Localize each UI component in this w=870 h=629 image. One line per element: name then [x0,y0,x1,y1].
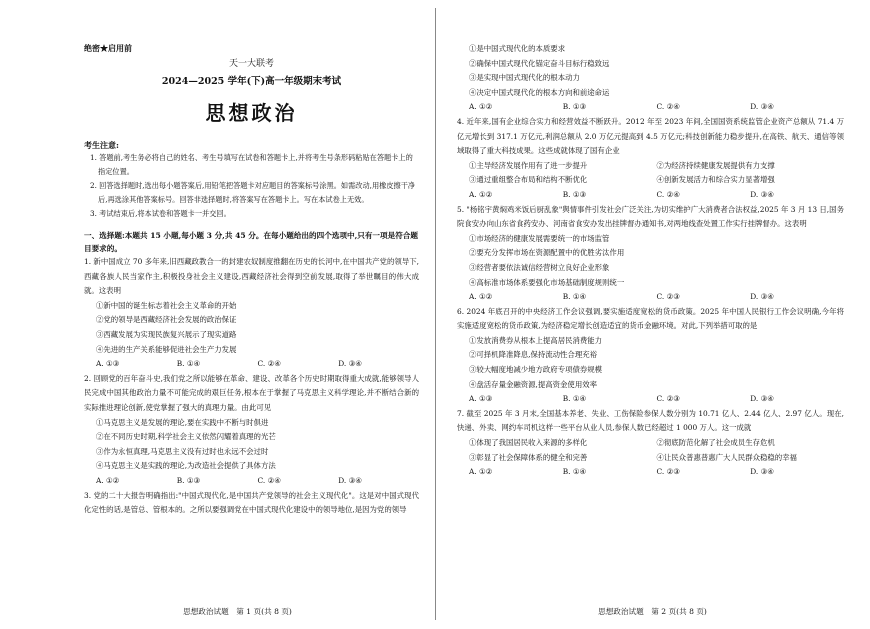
question-2-option: ④马克思主义是实践的理论,为改造社会提供了具体方法 [96,461,276,471]
exam-term: 2024—2025 学年(下)高一年级期末考试 [161,76,342,87]
choice-c: C. ②③ [656,467,680,477]
question-4-option: ③通过重组整合布局和结构不断优化 [469,175,588,185]
choice-a: A. ①② [469,189,493,199]
question-3-choices [457,100,844,115]
question-7-option: ③彰显了社会保障体系的健全和完善 [469,452,588,462]
question-1-option: ④先进的生产关系能够促进社会生产力发展 [96,344,237,354]
question-4-choices [457,188,844,203]
question-6-option: ②可择机降准降息,保持流动性合理充裕 [469,350,597,360]
choice-a: A. ①② [469,292,493,302]
question-1-option: ③西藏发展为实现民族复兴展示了现实道路 [96,329,237,339]
choice-b: B. ①④ [562,394,587,404]
page-2 [435,0,870,629]
choice-c: C. ②③ [656,394,680,404]
question-7-option: ④让民众普惠普惠广大人民群众稳稳的幸福 [656,452,797,462]
choice-c: C. ②④ [257,475,281,485]
choice-d: D. ③④ [750,102,774,112]
choice-b: B. ①③ [562,189,587,199]
question-4-option: ①主导经济发展作用有了进一步提升 [469,160,588,170]
choice-d: D. ③④ [338,359,362,369]
question-2-choices [84,474,419,489]
question-3-option: ③是实现中国式现代化的根本动力 [469,73,580,83]
choice-b: B. ①④ [176,359,201,369]
question-3-option: ②确保中国式现代化锚定奋斗目标行稳致远 [469,58,610,68]
question-6-stem: 6. 2024 年底召开的中央经济工作会议强调,要实施适度宽松的货币政策。2025 年中国人民银行工作会议明确,今年将实施适度宽松的货币政策,为经济稳定增长创造适宜的货币金融环境。对此,下列举措可取的是 [457,306,844,331]
question-5-option: ③经营者要依法诚信经营树立良好企业形象 [469,262,610,272]
note-item: 3. 考试结束后,将本试卷和答题卡一并交回。 [90,209,231,218]
question-5-stem: 5. "杨铭宇黄焖鸡米饭后厨乱象"舆情事件引发社会广泛关注,为切实维护广大消费者合法权益,2025 年 3 月 13 日,国务院食安办向山东省食药安办、河南省食安办发出挂牌督办通知书,对两地线查处置工作实行挂牌督办。这表明 [457,204,844,229]
choice-a: A. ①③ [469,394,493,404]
question-1-stem: 1. 新中国成立 70 多年来,旧西藏政教合一的封建农奴制度推翻在历史的长河中,在中国共产党的领导下,西藏各族人民当家作主,积极投身社会主义建设,西藏经济社会得到空前发展,取得了举世瞩目的伟大成就。这表明 [84,257,419,296]
question-7-option: ①体现了我国居民收入来源的多样化 [469,438,588,448]
question-3-option: ①是中国式现代化的本质要求 [469,44,566,53]
question-2-option: ③作为永恒真理,马克思主义没有过时也永远不会过时 [96,446,269,456]
choice-b: B. ①④ [562,467,587,477]
question-1-choices [84,357,419,372]
choice-d: D. ③④ [750,189,774,199]
choice-d: D. ③④ [750,467,774,477]
question-7-stem: 7. 截至 2025 年 3 月末,全国基本养老、失业、工伤保险参保人数分别为 10.71 亿人、2.44 亿人、2.97 亿人。现在,快递、外卖、网约车司机这样一些平台从业人员,参保人数已经超过 1 000 万人。这一成就 [457,408,844,433]
question-7-option: ②彻底防范化解了社会成员生存危机 [656,438,775,448]
secret-label: 绝密★启用前 [84,43,132,53]
page-footer: 思想政治试题 第 1 页(共 8 页) [183,607,292,616]
page-footer: 思想政治试题 第 2 页(共 8 页) [598,607,707,616]
question-2-stem: 2. 回顾党的百年奋斗史,我们党之所以能够在革命、建设、改革各个历史时期取得重大成就,能够领导人民完成中国其他政治力量不可能完成的艰巨任务,根本在于掌握了马克思主义科学理论,并不断结合新的实际推进理论创新,使党掌握了强大的真理力量。由此可见 [84,373,419,412]
question-3-option: ④决定中国式现代化的根本方向和前途命运 [469,87,610,97]
choice-c: C. ②④ [257,359,281,369]
choice-a: A. ①③ [96,359,120,369]
choice-a: A. ①② [96,475,120,485]
question-1-option: ②党的领导是西藏经济社会发展的政治保证 [96,315,237,325]
question-4-options [457,159,844,188]
choice-b: B. ①③ [176,475,201,485]
section-heading: 一、选择题:本题共 15 小题,每小题 3 分,共 45 分。在每小题给出的四个选项中,只有一项是符合题目要求的。 [84,231,418,253]
exam-subject: 思想政治 [205,101,298,125]
question-3-stem: 3. 党的二十大报告明确指出:"中国式现代化,是中国共产党领导的社会主义现代化"。这是对中国式现代化定性的话,是管总、管根本的。之所以要强调党在中国式现代化建设中的领导地位,是因为党的领导 [84,490,419,515]
question-6-option: ③较大幅度地减少地方政府专项债券规模 [469,365,603,375]
question-6-option: ①发放消费券从根本上提高居民消费能力 [469,335,603,345]
choice-d: D. ③④ [750,394,774,404]
question-2-option: ②在不同历史时期,科学社会主义依然闪耀着真理的光芒 [96,432,276,442]
choice-a: A. ①② [469,102,493,112]
question-4-option: ②为经济持续健康发展提供有力支撑 [656,160,775,170]
choice-d: D. ③④ [750,292,774,302]
choice-d: D. ③④ [338,475,362,485]
question-5-option: ①市场经济的健康发展需要统一的市场监管 [469,233,610,243]
question-7-choices [457,465,844,480]
choice-b: B. ①④ [562,292,587,302]
question-5-option: ④高标准市场体系要强化市场基础制度规则统一 [469,277,625,287]
choice-a: A. ①② [469,467,493,477]
choice-c: C. ②③ [656,292,680,302]
question-6-choices [457,392,844,407]
question-4-stem: 4. 近年来,国有企业综合实力和经营效益不断跃升。2012 年至 2023 年间,全国国资系统监管企业资产总额从 71.4 万亿元增长到 317.1 万亿元,利润总额从 2.0 万亿元提高到 4.5 万亿元;科技创新能力稳步提升,在高铁、航天、通信等领域取得了重大科技成果。这些成就体现了国有企业 [457,116,844,156]
note-item: 2. 回答选择题时,选出每小题答案后,用铅笔把答题卡对应题目的答案标号涂黑。如需改动,用橡皮擦干净后,再选涂其他答案标号。回答非选择题时,将答案写在答题卡上。写在本试卷上无效。 [90,181,416,204]
question-4-option: ④创新发展活力和综合实力显著增强 [656,175,775,185]
choice-c: C. ②④ [656,189,680,199]
question-7-options [457,436,844,465]
question-5-choices [457,290,844,305]
exam-org: 天一大联考 [228,59,274,69]
question-6-option: ④盘活存量金融资源,提高资金使用效率 [469,379,597,389]
question-1-option: ①新中国的诞生标志着社会主义革命的开始 [96,300,237,310]
choice-b: B. ①③ [562,102,587,112]
note-item: 1. 答题前,考生务必将自己的姓名、考生号填写在试卷和答题卡上,并将考生号条形码粘贴在答题卡上的指定位置。 [90,153,413,176]
notes-heading: 考生注意: [84,140,119,150]
choice-c: C. ②④ [656,102,680,112]
question-2-option: ①马克思主义是发展的理论,要在实践中不断与时俱进 [96,417,269,427]
question-5-option: ②要充分发挥市场在资源配置中的优胜劣汰作用 [469,248,625,258]
